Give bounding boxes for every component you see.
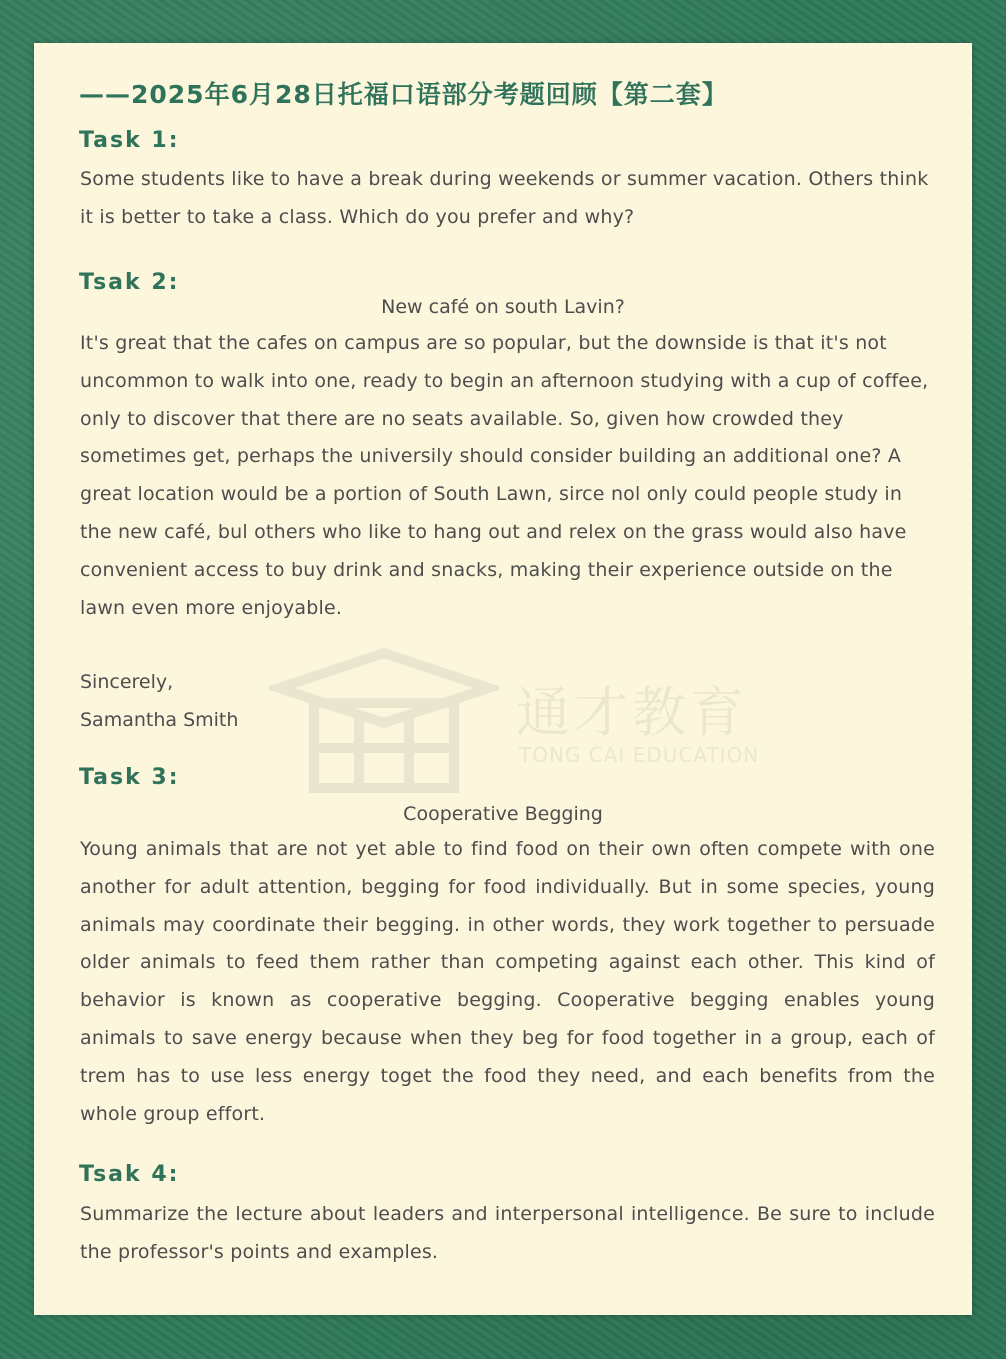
task2-text: It's great that the cafes on campus are so popular, but the downside is that it's not uncommon to walk into one, ready to begin an afternoon studying with a cup of coffee, only to discover that there are no seats available. So, given how crowded they sometimes get, perhaps the universily should consider building an additional one? A great location would be a portion of South Lawn, sirce nol only could people study in the new café, bul others who like to hang out and relex on the grass would also have convenient access to buy drink and snacks, making their experience outside on the lawn even more enjoyable. [80, 332, 929, 619]
task2-subtitle: New café on south Lavin? [381, 296, 625, 318]
task4-text: Summarize the lecture about leaders and interpersonal intelligence. Be sure to include the professor's points and examples. [80, 1203, 935, 1263]
task3-subtitle: Cooperative Begging [403, 803, 603, 825]
task2-signature: Samantha Smith [80, 709, 239, 731]
task2-closing: Sincerely, [80, 671, 174, 693]
graduation-cap-icon [269, 648, 499, 798]
watermark-chinese: 通才教育 [516, 681, 748, 744]
watermark-logo [269, 648, 760, 798]
task1-heading: Task 1: [79, 128, 180, 153]
task2-heading: Tsak 2: [79, 270, 180, 295]
task3-text: Young animals that are not yet able to find food on their own often compete with one another for adult attention, begging for food individually. But in some species, young animals may coordinate their begging. in other words, they work together to persuade older animals to feed them rather than competing against each other. This kind of behavior is known as cooperative begging. Cooperative begging enables young animals to save energy because when they beg for food together in a group, each of trem has to use less energy toget the food they need, and each benefits from the whole group effort. [80, 838, 935, 1125]
task1-text: Some students like to have a break during weekends or summer vacation. Others think it is better to take a class. Which do you prefer and why? [80, 168, 929, 228]
task3-heading: Task 3: [79, 765, 180, 790]
watermark-english: TONG CAI EDUCATION [519, 743, 760, 767]
task4-heading: Tsak 4: [79, 1162, 180, 1187]
page-title: ——2025年6月28日托福口语部分考题回顾【第二套】 [79, 80, 728, 109]
document-page [34, 43, 972, 1315]
